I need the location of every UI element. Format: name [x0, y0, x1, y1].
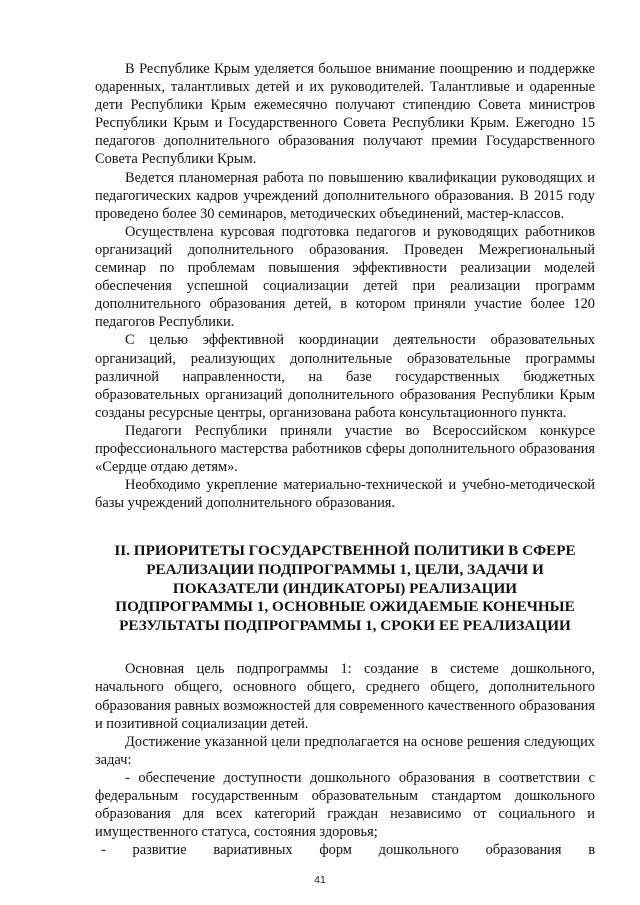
word: форм [319, 842, 352, 859]
section-heading-line: ПОДПРОГРАММЫ 1, ОСНОВНЫЕ ОЖИДАЕМЫЕ КОНЕЧНЫЕ [115, 598, 575, 616]
paragraph-talented-children: В Республике Крым уделяется большое внимание поощрению и поддержке одаренных, талантливых детей и их руководителей. Талантливые и одаренные дети Республики Крым ежемесячно получают стипендию Совета министров Республики Крым и Государственного Совета Республики Крым. Ежегодно 15 педагогов дополнительного образования получают премии Государственного Совета Республики Крым. [95, 61, 595, 168]
paragraph-material-base: Необходимо укрепление материально-технической и учебно-методической базы учреждений дополнительного образования. [95, 477, 595, 512]
document-page [95, 60, 595, 859]
paragraph-main-goal: Основная цель подпрограммы 1: создание в системе дошкольного, начального общего, основного общего, среднего общего, дополнительного образования равных возможностей для современного качественного образования и позитивной социализации детей. [95, 661, 595, 732]
page-number: 41 [314, 874, 326, 886]
section-heading-line: РЕАЛИЗАЦИИ ПОДПРОГРАММЫ 1, ЦЕЛИ, ЗАДАЧИ И [146, 560, 544, 578]
paragraph-course-training: Осуществлена курсовая подготовка педагогов и руководящих работников организаций дополнительного образования. Проведен Межрегиональный семинар по проблемам повышения эффективности реализации моделей обеспечения успешной социализации детей при реализации программ дополнительного образования детей, в котором приняли участие более 120 педагогов Республики. [95, 223, 595, 331]
section-heading-line: РЕЗУЛЬТАТЫ ПОДПРОГРАММЫ 1, СРОКИ ЕЕ РЕАЛИЗАЦИИ [119, 616, 571, 634]
word: в [588, 842, 595, 859]
section-heading [95, 542, 595, 635]
word: дошкольного [378, 842, 459, 859]
paragraph-qualification: Ведется планомерная работа по повышению квалификации руководящих и педагогических кадров учреждений дополнительного образования. В 2015 году проведено более 30 семинаров, методических объединений, мастер-классов. [95, 169, 595, 222]
word: развитие [132, 842, 187, 859]
section-heading-line: ПОКАЗАТЕЛИ (ИНДИКАТОРЫ) РЕАЛИЗАЦИИ [172, 579, 518, 597]
word: образования [485, 842, 562, 859]
list-item-task-1: - обеспечение доступности дошкольного образования в соответствии с федеральным государственным образовательным стандартом дошкольного образования для всех категорий граждан независимо от социального и имущественного статуса, состояния здоровья; [95, 769, 595, 841]
list-item-task-2 [95, 841, 595, 859]
paragraph-resource-centers: С целью эффективной координации деятельности образовательных организаций, реализующих дополнительные образовательные программы различной направленности, на базе государственных бюджетных образовательных организаций дополнительного образования Республики Крым созданы ресурсные центры, организована работа консультационного пункта. [95, 332, 595, 421]
word: - [101, 842, 106, 859]
section-heading-line: II. ПРИОРИТЕТЫ ГОСУДАРСТВЕННОЙ ПОЛИТИКИ В СФЕРЕ [114, 542, 576, 560]
paragraph-contest: Педагоги Республики приняли участие во Всероссийском конкурсе профессионального мастерства работников сферы дополнительного образования «Сердце отдаю детям». [95, 422, 595, 476]
word: вариативных [213, 842, 293, 859]
paragraph-tasks-intro: Достижение указанной цели предполагается на основе решения следующих задач: [95, 733, 595, 768]
